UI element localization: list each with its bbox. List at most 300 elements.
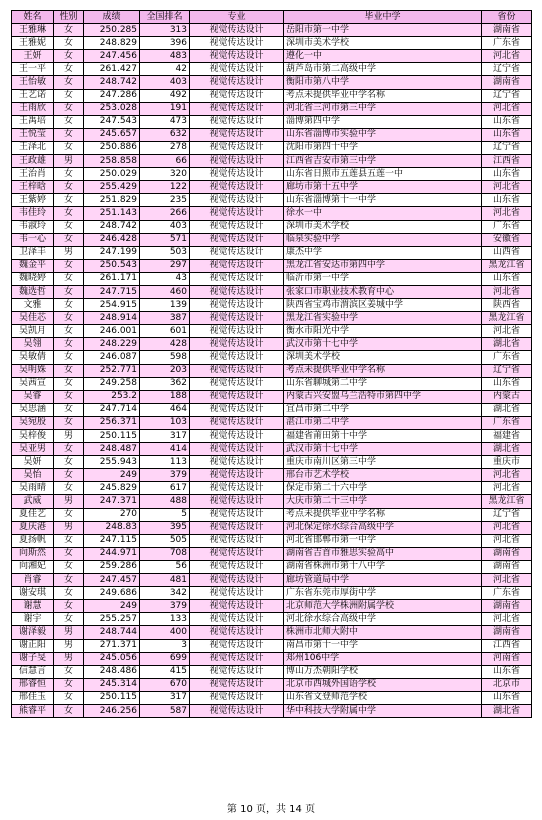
table-row: [12, 181, 532, 194]
cell-major: 视觉传达设计: [190, 272, 284, 285]
cell-name: 吴亚男: [12, 443, 54, 456]
cell-major: 视觉传达设计: [190, 560, 284, 573]
cell-gender: 女: [54, 508, 84, 521]
cell-rank: 473: [140, 115, 190, 128]
cell-score: 246.087: [84, 351, 140, 364]
cell-name: 吴妍: [12, 456, 54, 469]
cell-rank: 387: [140, 312, 190, 325]
cell-gender: 女: [54, 89, 84, 102]
cell-major: 视觉传达设计: [190, 456, 284, 469]
table-row: [12, 272, 532, 285]
table-row: [12, 24, 532, 37]
cell-rank: 481: [140, 574, 190, 587]
cell-gender: 女: [54, 50, 84, 63]
table-row: [12, 456, 532, 469]
cell-score: 245.056: [84, 652, 140, 665]
cell-province: 湖北省: [482, 443, 532, 456]
cell-score: 247.456: [84, 50, 140, 63]
page-footer: 第 10 页，共 14 页: [226, 804, 316, 815]
cell-score: 261.427: [84, 63, 140, 76]
table-row: [12, 639, 532, 652]
cell-rank: 188: [140, 390, 190, 403]
cell-school: 陕西省宝鸡市渭滨区姜城中学: [284, 299, 482, 312]
cell-rank: 362: [140, 377, 190, 390]
cell-province: 山西省: [482, 246, 532, 259]
cell-score: 254.915: [84, 299, 140, 312]
cell-gender: 女: [54, 456, 84, 469]
cell-gender: 女: [54, 351, 84, 364]
cell-gender: 女: [54, 168, 84, 181]
cell-name: 王梓晗: [12, 181, 54, 194]
header-province: 省份: [482, 11, 532, 24]
table-row: [12, 600, 532, 613]
cell-school: 黑龙江省安达市第四中学: [284, 259, 482, 272]
cell-name: 王怡敏: [12, 76, 54, 89]
cell-major: 视觉传达设计: [190, 639, 284, 652]
table-row: [12, 338, 532, 351]
cell-name: 王雅琳: [12, 24, 54, 37]
cell-rank: 601: [140, 325, 190, 338]
cell-name: 谢宇: [12, 613, 54, 626]
cell-name: 王妍: [12, 50, 54, 63]
cell-score: 252.771: [84, 364, 140, 377]
cell-gender: 女: [54, 128, 84, 141]
cell-province: 湖北省: [482, 338, 532, 351]
cell-province: 山东省: [482, 115, 532, 128]
cell-school: 临沂市第一中学: [284, 272, 482, 285]
table-row: [12, 233, 532, 246]
cell-score: 247.543: [84, 115, 140, 128]
cell-province: 河北省: [482, 50, 532, 63]
cell-gender: 女: [54, 115, 84, 128]
cell-name: 文雅: [12, 299, 54, 312]
cell-school: 南昌市第十一中学: [284, 639, 482, 652]
cell-school: 沈阳市第四十中学: [284, 141, 482, 154]
cell-gender: 女: [54, 691, 84, 704]
cell-score: 261.171: [84, 272, 140, 285]
cell-rank: 428: [140, 338, 190, 351]
cell-province: 辽宁省: [482, 89, 532, 102]
cell-major: 视觉传达设计: [190, 285, 284, 298]
cell-province: 河北省: [482, 181, 532, 194]
cell-score: 247.715: [84, 285, 140, 298]
cell-name: 吴雨晴: [12, 482, 54, 495]
cell-score: 247.714: [84, 403, 140, 416]
cell-gender: 女: [54, 443, 84, 456]
table-row: [12, 207, 532, 220]
cell-score: 258.858: [84, 155, 140, 168]
cell-province: 河北省: [482, 285, 532, 298]
cell-rank: 235: [140, 194, 190, 207]
cell-major: 视觉传达设计: [190, 443, 284, 456]
cell-province: 山东省: [482, 194, 532, 207]
cell-rank: 43: [140, 272, 190, 285]
cell-province: 黑龙江省: [482, 495, 532, 508]
cell-gender: 女: [54, 181, 84, 194]
cell-province: 黑龙江省: [482, 312, 532, 325]
cell-gender: 女: [54, 299, 84, 312]
cell-gender: 男: [54, 626, 84, 639]
cell-name: 邢睿恒: [12, 678, 54, 691]
cell-major: 视觉传达设计: [190, 76, 284, 89]
cell-province: 北京市: [482, 678, 532, 691]
cell-rank: 617: [140, 482, 190, 495]
cell-school: 葫芦岛市第二高级中学: [284, 63, 482, 76]
cell-school: 河北徐水综合高级中学: [284, 613, 482, 626]
cell-gender: 女: [54, 207, 84, 220]
cell-gender: 男: [54, 521, 84, 534]
cell-school: 廊坊市第十五中学: [284, 181, 482, 194]
cell-rank: 297: [140, 259, 190, 272]
cell-score: 245.829: [84, 482, 140, 495]
cell-name: 韦淑玲: [12, 220, 54, 233]
cell-province: 河北省: [482, 102, 532, 115]
cell-rank: 483: [140, 50, 190, 63]
cell-gender: 女: [54, 403, 84, 416]
cell-gender: 女: [54, 338, 84, 351]
cell-major: 视觉传达设计: [190, 50, 284, 63]
cell-province: 辽宁省: [482, 63, 532, 76]
cell-name: 王悦莹: [12, 128, 54, 141]
cell-major: 视觉传达设计: [190, 652, 284, 665]
cell-score: 248.829: [84, 37, 140, 50]
cell-rank: 122: [140, 181, 190, 194]
cell-province: 江西省: [482, 155, 532, 168]
cell-rank: 571: [140, 233, 190, 246]
cell-rank: 414: [140, 443, 190, 456]
cell-school: 华中科技大学附属中学: [284, 704, 482, 717]
cell-gender: 女: [54, 102, 84, 115]
cell-major: 视觉传达设计: [190, 377, 284, 390]
cell-rank: 103: [140, 416, 190, 429]
cell-major: 视觉传达设计: [190, 495, 284, 508]
cell-school: 遵化一中: [284, 50, 482, 63]
cell-school: 徐水一中: [284, 207, 482, 220]
cell-school: 湖南省株洲市第十八中学: [284, 560, 482, 573]
cell-score: 270: [84, 508, 140, 521]
cell-name: 吴茜宣: [12, 377, 54, 390]
cell-rank: 266: [140, 207, 190, 220]
table-row: [12, 613, 532, 626]
cell-score: 251.829: [84, 194, 140, 207]
cell-name: 吴怡: [12, 469, 54, 482]
cell-province: 广东省: [482, 220, 532, 233]
cell-school: 张家口市职业技术教育中心: [284, 285, 482, 298]
cell-score: 247.115: [84, 534, 140, 547]
cell-gender: 男: [54, 652, 84, 665]
cell-gender: 女: [54, 613, 84, 626]
cell-score: 247.199: [84, 246, 140, 259]
table-row: [12, 574, 532, 587]
cell-major: 视觉传达设计: [190, 128, 284, 141]
cell-school: 山东省聊城第二中学: [284, 377, 482, 390]
cell-major: 视觉传达设计: [190, 364, 284, 377]
cell-rank: 464: [140, 403, 190, 416]
table-row: [12, 364, 532, 377]
cell-major: 视觉传达设计: [190, 168, 284, 181]
cell-major: 视觉传达设计: [190, 259, 284, 272]
cell-major: 视觉传达设计: [190, 665, 284, 678]
table-header: [12, 11, 532, 24]
cell-score: 247.371: [84, 495, 140, 508]
cell-province: 辽宁省: [482, 364, 532, 377]
cell-score: 248.486: [84, 665, 140, 678]
cell-gender: 女: [54, 600, 84, 613]
cell-major: 视觉传达设计: [190, 613, 284, 626]
cell-rank: 139: [140, 299, 190, 312]
cell-major: 视觉传达设计: [190, 626, 284, 639]
cell-score: 248.742: [84, 220, 140, 233]
table-row: [12, 443, 532, 456]
cell-score: 253.028: [84, 102, 140, 115]
cell-name: 王泽北: [12, 141, 54, 154]
cell-school: 江西省吉安市第三中学: [284, 155, 482, 168]
table-row: [12, 652, 532, 665]
table-row: [12, 220, 532, 233]
cell-score: 253.2: [84, 390, 140, 403]
cell-rank: 598: [140, 351, 190, 364]
cell-rank: 587: [140, 704, 190, 717]
cell-name: 王政雄: [12, 155, 54, 168]
cell-major: 视觉传达设计: [190, 534, 284, 547]
cell-school: 山东省文登师范学校: [284, 691, 482, 704]
cell-major: 视觉传达设计: [190, 587, 284, 600]
cell-gender: 女: [54, 24, 84, 37]
cell-gender: 男: [54, 495, 84, 508]
cell-rank: 395: [140, 521, 190, 534]
cell-score: 245.657: [84, 128, 140, 141]
table-row: [12, 325, 532, 338]
table-body: [12, 24, 532, 718]
table-row: [12, 587, 532, 600]
cell-major: 视觉传达设计: [190, 312, 284, 325]
table-row: [12, 128, 532, 141]
table-row: [12, 416, 532, 429]
cell-province: 河北省: [482, 482, 532, 495]
cell-province: 广东省: [482, 37, 532, 50]
cell-major: 视觉传达设计: [190, 233, 284, 246]
cell-school: 山东省日照市五莲县五莲一中: [284, 168, 482, 181]
table-row: [12, 351, 532, 364]
cell-name: 王雨欣: [12, 102, 54, 115]
cell-gender: 女: [54, 325, 84, 338]
cell-school: 廊坊管道局中学: [284, 574, 482, 587]
cell-score: 248.914: [84, 312, 140, 325]
table-row: [12, 50, 532, 63]
cell-score: 249.258: [84, 377, 140, 390]
cell-school: 山东省淄博第十一中学: [284, 194, 482, 207]
cell-school: 株洲市北师大附中: [284, 626, 482, 639]
cell-score: 246.256: [84, 704, 140, 717]
header-rank: 全国排名: [140, 11, 190, 24]
cell-score: 259.286: [84, 560, 140, 573]
cell-name: 吴思涵: [12, 403, 54, 416]
cell-name: 向湘妃: [12, 560, 54, 573]
cell-major: 视觉传达设计: [190, 89, 284, 102]
cell-province: 山东省: [482, 168, 532, 181]
cell-major: 视觉传达设计: [190, 521, 284, 534]
cell-major: 视觉传达设计: [190, 416, 284, 429]
cell-major: 视觉传达设计: [190, 574, 284, 587]
cell-gender: 女: [54, 364, 84, 377]
table-row: [12, 403, 532, 416]
table-row: [12, 691, 532, 704]
cell-school: 内蒙古兴安盟乌兰浩特市第四中学: [284, 390, 482, 403]
cell-rank: 396: [140, 37, 190, 50]
cell-gender: 女: [54, 678, 84, 691]
cell-school: 衡阳市第八中学: [284, 76, 482, 89]
cell-province: 湖南省: [482, 24, 532, 37]
cell-province: 黑龙江省: [482, 259, 532, 272]
cell-major: 视觉传达设计: [190, 482, 284, 495]
cell-score: 250.886: [84, 141, 140, 154]
cell-name: 吴明姝: [12, 364, 54, 377]
cell-score: 249: [84, 469, 140, 482]
cell-name: 吴佳芯: [12, 312, 54, 325]
cell-gender: 女: [54, 390, 84, 403]
cell-province: 山东省: [482, 128, 532, 141]
cell-province: 山东省: [482, 691, 532, 704]
cell-major: 视觉传达设计: [190, 246, 284, 259]
cell-name: 向斯然: [12, 547, 54, 560]
cell-rank: 66: [140, 155, 190, 168]
cell-score: 255.257: [84, 613, 140, 626]
cell-gender: 女: [54, 312, 84, 325]
table-row: [12, 194, 532, 207]
cell-name: 韦佳玲: [12, 207, 54, 220]
cell-name: 武威: [12, 495, 54, 508]
cell-major: 视觉传达设计: [190, 469, 284, 482]
cell-name: 夏庆港: [12, 521, 54, 534]
cell-school: 湖南省吉首市雅思实验高中: [284, 547, 482, 560]
cell-gender: 女: [54, 377, 84, 390]
cell-gender: 女: [54, 272, 84, 285]
table-row: [12, 678, 532, 691]
cell-gender: 男: [54, 246, 84, 259]
cell-gender: 女: [54, 416, 84, 429]
cell-major: 视觉传达设计: [190, 691, 284, 704]
table-row: [12, 76, 532, 89]
cell-gender: 女: [54, 547, 84, 560]
cell-province: 山东省: [482, 272, 532, 285]
results-table: [11, 10, 532, 718]
cell-score: 247.286: [84, 89, 140, 102]
cell-score: 246.001: [84, 325, 140, 338]
header-school: 毕业中学: [284, 11, 482, 24]
cell-rank: 56: [140, 560, 190, 573]
cell-score: 248.229: [84, 338, 140, 351]
cell-name: 王艺诺: [12, 89, 54, 102]
cell-rank: 191: [140, 102, 190, 115]
header-gender: 性别: [54, 11, 84, 24]
cell-name: 卫泽丰: [12, 246, 54, 259]
cell-school: 重庆市南川区第三中学: [284, 456, 482, 469]
cell-score: 255.429: [84, 181, 140, 194]
cell-province: 辽宁省: [482, 141, 532, 154]
table-row: [12, 482, 532, 495]
cell-province: 湖南省: [482, 626, 532, 639]
cell-school: 深圳市美术学校: [284, 37, 482, 50]
cell-name: 谢泽毅: [12, 626, 54, 639]
table-row: [12, 312, 532, 325]
cell-name: 吴敏倩: [12, 351, 54, 364]
cell-rank: 313: [140, 24, 190, 37]
cell-rank: 670: [140, 678, 190, 691]
cell-gender: 女: [54, 285, 84, 298]
cell-name: 王一平: [12, 63, 54, 76]
cell-major: 视觉传达设计: [190, 207, 284, 220]
cell-province: 安徽省: [482, 233, 532, 246]
cell-gender: 女: [54, 587, 84, 600]
cell-school: 临泉实验中学: [284, 233, 482, 246]
cell-school: 广东省东莞市厚街中学: [284, 587, 482, 600]
cell-rank: 400: [140, 626, 190, 639]
cell-school: 考点未提供毕业中学名称: [284, 508, 482, 521]
cell-province: 广东省: [482, 587, 532, 600]
cell-rank: 379: [140, 469, 190, 482]
cell-school: 考点未提供毕业中学名称: [284, 89, 482, 102]
cell-score: 250.543: [84, 259, 140, 272]
cell-score: 248.487: [84, 443, 140, 456]
cell-province: 广东省: [482, 416, 532, 429]
cell-major: 视觉传达设计: [190, 299, 284, 312]
cell-province: 山东省: [482, 665, 532, 678]
cell-gender: 女: [54, 63, 84, 76]
cell-major: 视觉传达设计: [190, 390, 284, 403]
table-row: [12, 704, 532, 717]
cell-province: 湖南省: [482, 600, 532, 613]
cell-major: 视觉传达设计: [190, 351, 284, 364]
cell-rank: 403: [140, 76, 190, 89]
cell-gender: 女: [54, 665, 84, 678]
cell-major: 视觉传达设计: [190, 63, 284, 76]
table-row: [12, 285, 532, 298]
cell-school: 北京师范大学株洲附属学校: [284, 600, 482, 613]
table-row: [12, 521, 532, 534]
cell-school: 保定市第二十六中学: [284, 482, 482, 495]
table-row: [12, 141, 532, 154]
table-row: [12, 495, 532, 508]
cell-name: 王治肖: [12, 168, 54, 181]
table-row: [12, 534, 532, 547]
cell-name: 魏选哲: [12, 285, 54, 298]
cell-score: 256.371: [84, 416, 140, 429]
table-row: [12, 560, 532, 573]
cell-province: 河北省: [482, 534, 532, 547]
table-row: [12, 89, 532, 102]
header-major: 专业: [190, 11, 284, 24]
cell-score: 255.943: [84, 456, 140, 469]
cell-name: 肖睿: [12, 574, 54, 587]
cell-gender: 女: [54, 141, 84, 154]
cell-school: 福建省莆田第十中学: [284, 430, 482, 443]
cell-name: 谢子旻: [12, 652, 54, 665]
cell-score: 250.285: [84, 24, 140, 37]
cell-school: 武汉市第十七中学: [284, 443, 482, 456]
cell-name: 夏扬帆: [12, 534, 54, 547]
cell-name: 吴凯月: [12, 325, 54, 338]
cell-province: 陕西省: [482, 299, 532, 312]
cell-major: 视觉传达设计: [190, 141, 284, 154]
table-row: [12, 547, 532, 560]
table-row: [12, 168, 532, 181]
table-row: [12, 377, 532, 390]
cell-gender: 男: [54, 430, 84, 443]
table-row: [12, 246, 532, 259]
cell-rank: 503: [140, 246, 190, 259]
cell-major: 视觉传达设计: [190, 430, 284, 443]
cell-province: 江西省: [482, 639, 532, 652]
